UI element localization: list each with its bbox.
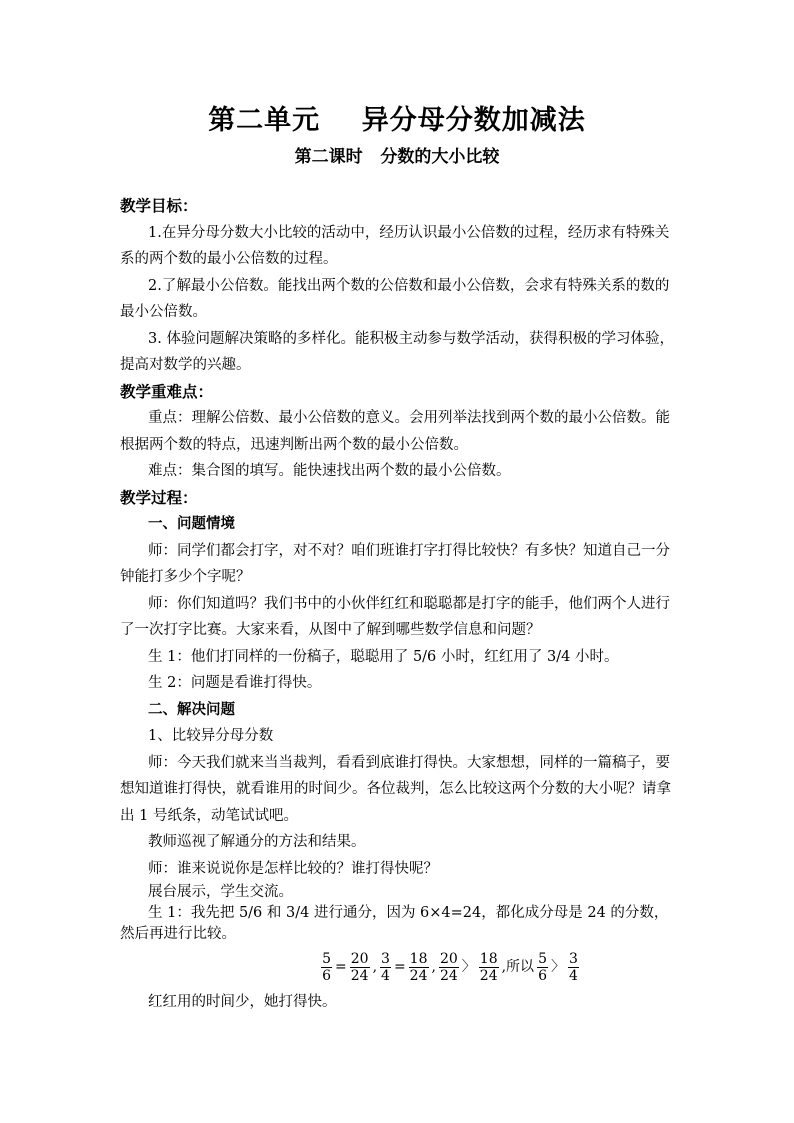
conclusion-line: 红红用的时间少，她打得快。 <box>148 994 337 1010</box>
fraction: $\frac{20}{24}$ <box>350 950 369 984</box>
fraction: $\frac{5}{6}$ <box>322 950 331 984</box>
fraction-comparison-formula: $\frac{5}{6}$ = $\frac{20}{24}$ , $\frac{3}{4}$ = $\frac{18}{24}$ , $\frac{20}{24}$ 〉 $\frac{18}{24}$ ,所以 $\frac{5}{6}$ 〉 $\frac{3}{4}$ <box>322 950 578 984</box>
goal-item: 1.在异分母分数大小比较的活动中，经历认识最小公倍数的过程，经历求有特殊关系的两个数的最小公倍数的过程。 <box>120 224 670 267</box>
dialogue-line: 师：谁来说说你是怎样比较的？谁打得快呢？ <box>148 860 438 877</box>
fraction: $\frac{18}{24}$ <box>479 950 498 984</box>
dialogue-line: 师：你们知道吗？我们书中的小伙伴红红和聪聪都是打字的能手，他们两个人进行了一次打字比赛。大家来看，从图中了解到哪些数学信息和问题？ <box>120 595 670 638</box>
keypoint-focus: 重点：理解公倍数、最小公倍数的意义。会用列举法找到两个数的最小公倍数。能根据两个数的特点，迅速判断出两个数的最小公倍数。 <box>120 410 670 453</box>
fraction: $\frac{20}{24}$ <box>439 950 458 984</box>
dialogue-line: 生 1：我先把 5/6 和 3/4 进行通分，因为 6×4=24，都化成分母是 24 的分数，然后再进行比较。 <box>120 905 669 942</box>
section-title: 二、解决问题 <box>148 701 235 718</box>
dialogue-line: 展台展示，学生交流。 <box>148 884 293 900</box>
keypoints-heading: 教学重难点： <box>120 382 214 401</box>
process-heading: 教学过程： <box>120 488 198 507</box>
section-subtitle: 1、比较异分母分数 <box>148 728 274 744</box>
dialogue-line: 教师巡视了解通分的方法和结果。 <box>148 834 366 850</box>
fraction: $\frac{3}{4}$ <box>568 950 578 984</box>
goal-item: 2.了解最小公倍数。能找出两个数的公倍数和最小公倍数，会求有特殊关系的数的最小公倍数。 <box>120 277 670 320</box>
unit-title: 第二单元 异分母分数加减法 <box>208 105 586 136</box>
section-title: 一、问题情境 <box>148 516 235 532</box>
fraction: $\frac{3}{4}$ <box>381 950 390 984</box>
dialogue-line: 师：同学们都会打字，对不对？咱们班谁打字打得比较快？有多快？知道自己一分钟能打多少个字呢？ <box>120 542 670 585</box>
dialogue-line: 师：今天我们就来当当裁判，看看到底谁打得快。大家想想，同样的一篇稿子，要想知道谁打得快，就看谁用的时间少。各位裁判，怎么比较这两个分数的大小呢？请拿出 1 号纸条，动笔试试吧。 <box>120 754 671 824</box>
document-body <box>120 193 680 1016</box>
dialogue-line: 生 1：他们打同样的一份稿子，聪聪用了 5/6 小时，红红用了 3/4 小时。 <box>148 648 619 665</box>
fraction: $\frac{18}{24}$ <box>409 950 428 984</box>
fraction: $\frac{5}{6}$ <box>538 950 547 984</box>
keypoint-difficulty: 难点：集合图的填写。能快速找出两个数的最小公倍数。 <box>148 463 511 479</box>
goal-item: 3. 体验问题解决策略的多样化。能积极主动参与数学活动，获得积极的学习体验，提高对数学的兴趣。 <box>120 330 674 373</box>
lesson-title: 第二课时 分数的大小比较 <box>294 147 500 167</box>
dialogue-line: 生 2：问题是看谁打得快。 <box>148 675 322 691</box>
goals-heading: 教学目标： <box>120 197 198 215</box>
